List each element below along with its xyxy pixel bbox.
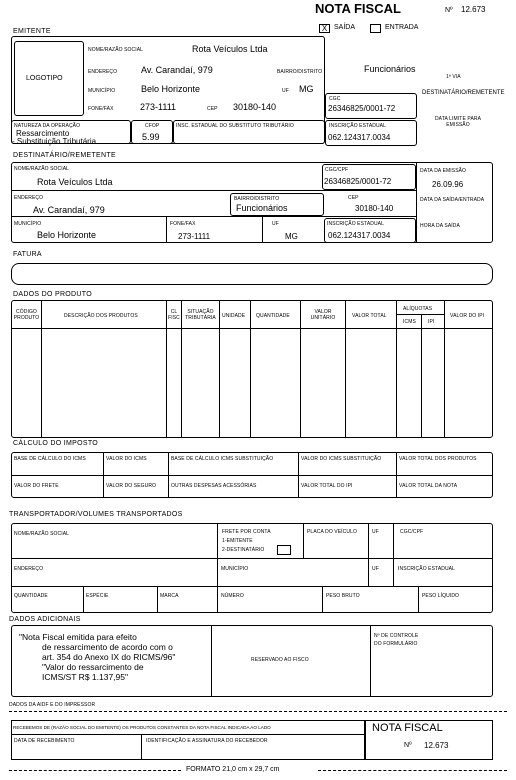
transp-row-divider-1 <box>11 558 493 559</box>
adicionais-line-3: art. 354 do Anexo IX do RICMS/96" <box>42 652 176 662</box>
emitente-uf-label: UF <box>282 88 289 94</box>
transp-col-frete <box>217 523 218 558</box>
numero-value: 12.673 <box>461 5 486 14</box>
imposto-row-divider <box>11 475 493 476</box>
imposto-frete: VALOR DO FRETE <box>14 483 59 489</box>
imposto-total-produtos: VALOR TOTAL DOS PRODUTOS <box>399 456 477 462</box>
col-descricao: DESCRIÇÃO DOS PRODUTOS <box>64 313 138 319</box>
adicionais-line-1: "Nota Fiscal emitida para efeito <box>19 632 137 642</box>
produtos-col-3 <box>181 300 182 438</box>
canhoto-dashed-line <box>9 711 507 712</box>
destinatario-section-label: DESTINATÁRIO/REMETENTE <box>13 152 116 159</box>
transp-especie: ESPÉCIE <box>86 593 109 599</box>
dest-emissao-value: 26.09.96 <box>432 180 464 189</box>
dest-ie-value: 062.124317.0034 <box>328 231 391 240</box>
recebemos-text: RECEBEMOS DE (RAZÃO SOCIAL DO EMITENTE) OS PRODUTOS CONSTANTES DA NOTA FISCAL INDICADA AO LADO <box>13 725 271 730</box>
via-destinatario: DESTINATÁRIO/REMETENTE <box>422 90 505 96</box>
natureza-value-1: Ressarcimento <box>16 129 70 138</box>
adicionais-line-4: "Valor do ressarcimento de <box>42 662 144 672</box>
adicionais-col-1 <box>211 625 212 697</box>
dest-hora-label: HORA DA SAÍDA <box>420 223 460 229</box>
emitente-cep-label: CEP <box>207 106 218 112</box>
transp-col-peso-bruto <box>322 586 323 613</box>
transp-frete-label-1: FRETE POR CONTA <box>222 529 271 535</box>
produtos-col-8 <box>396 300 397 438</box>
footer-line-right <box>318 770 507 771</box>
formato-label: FORMATO 21,0 cm x 29,7 cm <box>186 766 280 773</box>
transp-col-marca <box>157 586 158 613</box>
via-label: 1ª VIA <box>446 74 461 80</box>
emitente-fone-label: FONE/FAX <box>88 106 114 112</box>
imposto-col-4 <box>396 452 397 498</box>
adicionais-line-2: de ressarcimento de acordo com o <box>42 642 173 652</box>
emitente-razao-label: NOME/RAZÃO SOCIAL <box>88 47 144 53</box>
emitente-municipio-label: MUNICÍPIO <box>88 88 116 94</box>
controle-label-2: DO FORMULÁRIO <box>374 641 418 647</box>
data-recebimento-label: DATA DE RECEBIMENTO <box>14 738 75 744</box>
dest-bairro-label: BAIRRO/DISTRITO <box>234 196 280 202</box>
produtos-col-10 <box>444 300 445 438</box>
canhoto-row-divider <box>11 734 365 735</box>
natureza-value-2: - Substituição Tributária <box>12 137 97 146</box>
entrada-label: ENTRADA <box>385 24 419 31</box>
transp-peso-bruto: PESO BRUTO <box>326 593 360 599</box>
imposto-col-1 <box>103 452 104 498</box>
emitente-uf-value: MG <box>299 84 314 94</box>
dest-cgc-value: 26346825/0001-72 <box>324 177 392 186</box>
col-unidade: UNIDADE <box>222 313 246 319</box>
transp-frete-label-2: 1-EMITENTE <box>222 538 253 544</box>
canhoto-nf-label: NOTA FISCAL <box>372 722 443 734</box>
produtos-section-label: DADOS DO PRODUTO <box>13 291 92 298</box>
dest-ie-label: INSCRIÇÃO ESTADUAL <box>327 221 384 227</box>
emitente-ie-label: INSCRIÇÃO ESTADUAL <box>329 123 386 129</box>
transp-col-uf2 <box>368 558 369 586</box>
transp-col-cgc <box>393 523 394 586</box>
imposto-col-2 <box>168 452 169 498</box>
col-valor-ipi: VALOR DO IPI <box>450 313 485 319</box>
nota-fiscal-title: NOTA FISCAL <box>315 1 401 16</box>
emitente-bairro-value: Funcionários <box>364 64 416 74</box>
canhoto-col-divider <box>141 734 142 760</box>
fatura-box <box>11 263 493 285</box>
dest-razao-label: NOME/RAZÃO SOCIAL <box>14 166 70 172</box>
transp-col-numero <box>217 586 218 613</box>
transp-col-placa <box>303 523 304 558</box>
dest-endereco-value: Av. Carandaí, 979 <box>33 205 105 215</box>
dest-cep-label: CEP <box>348 195 359 201</box>
dest-col-divider-right <box>416 162 417 243</box>
adicionais-col-2 <box>370 625 371 697</box>
dest-uf-label: UF <box>272 221 279 227</box>
produtos-col-2 <box>166 300 167 438</box>
col-valor-total: VALOR TOTAL <box>352 313 387 319</box>
transp-col-especie <box>83 586 84 613</box>
transp-col-peso-liquido <box>418 586 419 613</box>
imposto-total-ipi: VALOR TOTAL DO IPI <box>301 483 353 489</box>
imposto-base-icms: BASE DE CÁLCULO DO ICMS <box>14 456 86 462</box>
col-codigo: CÓDIGO PRODUTO <box>13 309 40 321</box>
produtos-col-7 <box>345 300 346 438</box>
numero-label: Nº <box>445 7 453 14</box>
assinatura-label: IDENTIFICAÇÃO E ASSINATURA DO RECEBEDOR <box>146 738 268 744</box>
emitente-ie-value: 062.124317.0034 <box>328 133 391 142</box>
emitente-cgc-label: CGC <box>329 96 341 102</box>
adicionais-line-5: ICMS/ST R$ 1.137,95" <box>42 672 129 682</box>
adicionais-section-label: DADOS ADICIONAIS <box>9 616 81 623</box>
frete-checkbox[interactable] <box>277 545 291 555</box>
dest-uf-divider <box>262 216 263 243</box>
imposto-outras: OUTRAS DESPESAS ACESSÓRIAS <box>171 483 257 489</box>
col-valor-unitario: VALOR UNITÁRIO <box>310 309 336 321</box>
fatura-section-label: FATURA <box>13 251 42 258</box>
transp-peso-liquido: PESO LÍQUIDO <box>422 593 460 599</box>
transp-frete-label-3: 2-DESTINATÁRIO <box>222 547 265 553</box>
dest-razao-value: Rota Veículos Ltda <box>37 177 113 187</box>
dest-row-divider-1 <box>11 190 416 191</box>
dest-cep-value: 30180-140 <box>355 204 394 213</box>
saida-label: SAÍDA <box>334 24 356 31</box>
emitente-cep-value: 30180-140 <box>233 102 277 112</box>
imposto-col-3 <box>298 452 299 498</box>
emitente-section-label: EMITENTE <box>13 28 51 35</box>
emitente-bairro-label: BAIRRO/DISTRITO <box>277 69 323 75</box>
emitente-municipio-value: Belo Horizonte <box>141 84 201 94</box>
footer-line-left <box>9 770 181 771</box>
canhoto-nf-num-label: Nº <box>404 742 412 749</box>
emitente-fone-value: 273-1111 <box>140 102 177 112</box>
logotipo-label: LOGOTIPO <box>26 75 63 82</box>
transp-col-uf <box>368 523 369 558</box>
transp-col-municipio <box>217 558 218 586</box>
produtos-col-6 <box>300 300 301 438</box>
imposto-total-nota: VALOR TOTAL DA NOTA <box>399 483 458 489</box>
emitente-razao-value: Rota Veículos Ltda <box>192 44 268 54</box>
transp-endereco-label: ENDEREÇO <box>14 566 44 572</box>
col-aliquotas: ALÍQUOTAS <box>403 306 433 312</box>
canhoto-nf-num-value: 12.673 <box>424 741 449 750</box>
col-ipi: IPI <box>428 319 435 325</box>
produtos-col-9 <box>421 314 422 438</box>
col-cl-fisc: CL FISC <box>168 309 180 321</box>
emitente-cgc-value: 26346825/0001-72 <box>328 104 396 113</box>
col-quantidade: QUANTIDADE <box>256 313 290 319</box>
dest-fone-value: 273-1111 <box>178 232 211 241</box>
imposto-section-label: CÁLCULO DO IMPOSTO <box>13 440 99 447</box>
transp-placa-label: PLACA DO VEÍCULO <box>307 529 357 535</box>
transportador-section-label: TRANSPORTADOR/VOLUMES TRANSPORTADOS <box>9 511 183 518</box>
transp-municipio-label: MUNICÍPIO <box>221 566 249 572</box>
dest-uf-value: MG <box>285 232 298 241</box>
imposto-base-sub: BASE DE CÁLCULO ICMS SUBSTITUIÇÃO <box>171 456 274 462</box>
produtos-col-5 <box>250 300 251 438</box>
dest-fone-divider <box>166 216 167 243</box>
entrada-checkbox[interactable] <box>370 24 381 33</box>
dest-municipio-value: Belo Horizonte <box>37 230 97 240</box>
transp-razao-label: NOME/RAZÃO SOCIAL <box>14 531 70 537</box>
dest-row-divider-2 <box>11 216 416 217</box>
limite-label: DATA LIMITE PARA EMISSÃO <box>434 116 482 128</box>
ie-sub-label: INSC. ESTADUAL DO SUBSTITUTO TRIBUTÁRIO <box>176 123 294 129</box>
emitente-endereco-label: ENDEREÇO <box>88 69 118 75</box>
cfop-value: 5.99 <box>142 132 160 142</box>
transp-uf-label: UF <box>372 529 379 535</box>
controle-label-1: Nº DE CONTROLE <box>374 633 419 639</box>
transp-ie-label: INSCRIÇÃO ESTADUAL <box>398 566 455 572</box>
dest-bairro-value: Funcionários <box>236 203 288 213</box>
dest-cgc-label: CGC/CPF <box>325 167 349 173</box>
dest-endereco-label: ENDEREÇO <box>14 195 44 201</box>
col-situacao: SITUAÇÃO TRIBUTÁRIA <box>185 309 216 321</box>
imposto-valor-sub: VALOR DO ICMS SUBSTITUIÇÃO <box>301 456 382 462</box>
emitente-endereco-value: Av. Carandaí, 979 <box>141 65 213 75</box>
impressor-label: DADOS DA AIDF E DO IMPRESSOR <box>9 702 96 708</box>
imposto-valor-icms: VALOR DO ICMS <box>106 456 147 462</box>
transp-uf2-label: UF <box>372 566 379 572</box>
natureza-label: NATUREZA DA OPERAÇÃO <box>14 123 81 129</box>
reservado-fisco: RESERVADO AO FISCO <box>251 657 309 663</box>
transp-numero: NÚMERO <box>221 593 244 599</box>
col-icms: ICMS <box>403 319 416 325</box>
produtos-col-4 <box>219 300 220 438</box>
dest-municipio-label: MUNICÍPIO <box>14 221 42 227</box>
saida-checkbox[interactable]: X <box>319 24 330 33</box>
transp-cgc-label: CGC/CPF <box>400 529 424 535</box>
aliquotas-divider <box>396 314 444 315</box>
transp-quantidade: QUANTIDADE <box>14 593 48 599</box>
transp-marca: MARCA <box>160 593 179 599</box>
imposto-seguro: VALOR DO SEGURO <box>106 483 157 489</box>
dest-emissao-label: DATA DA EMISSÃO <box>420 168 467 174</box>
dest-fone-label: FONE/FAX <box>170 221 196 227</box>
cfop-label: CFOP <box>145 123 160 129</box>
produtos-col-1 <box>41 300 42 438</box>
dest-saida-data-label: DATA DA SAÍDA/ENTRADA <box>420 197 485 203</box>
